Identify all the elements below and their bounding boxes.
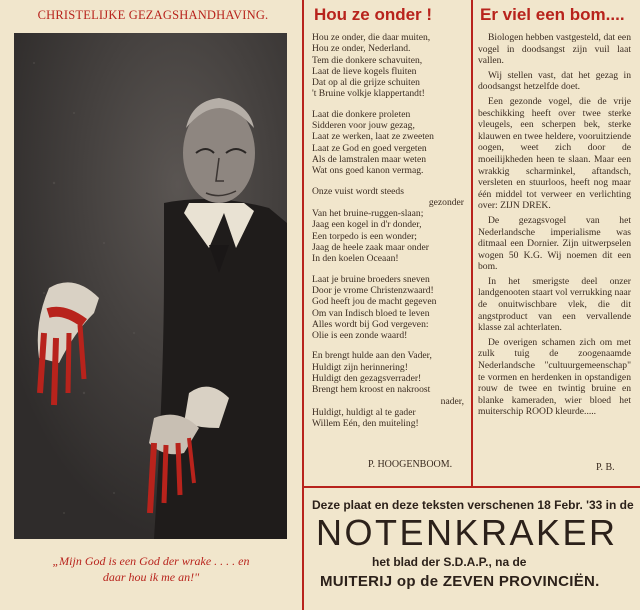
poem-line: Wat ons goed kanon vermag. <box>312 165 424 177</box>
article-paragraph: De gezagsvogel van het Nederlandsche imperialisme was ditmaal een Dornier. Zijn uitwerpselen wogen 50 K.G. Wij noemen dit een bom. <box>478 214 631 273</box>
poem-line: Willem Eén, den muiteling! <box>312 418 419 430</box>
poem-line: Door je vrome Christenzwaard! <box>312 284 434 296</box>
poem-line: Laat ze werken, laat ze zweeten <box>312 131 434 143</box>
poem-line: Jaag een kogel in d'r donder, <box>312 219 422 231</box>
illustration-caption-line2: daar hou ik me an!" <box>102 570 200 584</box>
poem-line: Hou ze onder, Nederland. <box>312 43 411 55</box>
poem-line: Onze vuist wordt steeds <box>312 185 404 197</box>
article-title: Er viel een bom.... <box>480 5 625 24</box>
footer-divider <box>302 486 640 488</box>
poem-stanza-gap <box>312 341 464 350</box>
poem-line: Huldigt, huldigt al te gader <box>312 406 416 418</box>
article-paragraph: Wij stellen vast, dat het gezag in doodsangst hetzelfde doet. <box>478 69 631 93</box>
article-paragraph: Biologen hebben vastgesteld, dat een vogel in doodsangst zijn vuil laat vallen. <box>478 32 631 67</box>
footer-note: Deze plaat en deze teksten verschenen 18 Febr. '33 in de <box>312 498 634 512</box>
poem-line: Laat de lieve kogels fluiten <box>312 65 417 77</box>
poem-line: Laat die donkere proleten <box>312 108 411 120</box>
illustration-caption-line1: „Mijn God is een God der wrake . . . . en <box>52 554 250 568</box>
poem-line: Alles wordt bij God vergeven: <box>312 318 429 330</box>
article-paragraph: In het smerigste deel onzer landgenooten staart vol verrukking naar de onuitwischbare vlek, die dit angstproduct van een vervallende klasse zal achterlaten. <box>478 275 631 334</box>
poem-line: Als de lamstralen maar weten <box>312 153 427 165</box>
masthead-notenkraker: NOTENKRAKER <box>316 512 618 553</box>
article-paragraph: De overigen schamen zich om met zulk tuig de zoogenaamde Nederlandsche "cultuurgemeenschap" te vormen en herdenken in opstandigen rouw de twee en twintig bruine en blanke kameraden, wier bloed het muiterschip ROOD kleurde..... <box>478 336 631 418</box>
poem-stanza-gap <box>312 265 464 274</box>
footer-mutiny-line: MUITERIJ op de ZEVEN PROVINCIËN. <box>320 573 600 590</box>
poem-line: Laat ze God en goed vergeten <box>312 142 427 154</box>
illustration-panel <box>14 33 287 539</box>
poem-line: Sidderen voor jouw gezag, <box>312 120 415 132</box>
article-paragraph: Een gezonde vogel, die de vrije beschikking heeft over twee sterke vleugels, een scherpen bek, sterke klauwen en twee heldere, vooruitziende oogen, weet zich door de moeilijkheden heen te slaan. Maar een wrakkig scharminkel, aftandsch, versleten en stuurloos, heeft nog maar één middel tot verweer en verlichting over: ZIJN DREK. <box>478 95 631 212</box>
poem-line: nader, <box>440 395 464 407</box>
poem-line: Tem die donkere schavuiten, <box>312 54 423 66</box>
caricature-illustration <box>14 33 287 539</box>
poem-line: Huldigt zijn herinnering! <box>312 361 408 373</box>
poem-line: Van het bruine-ruggen-slaan; <box>312 208 424 220</box>
poem-line: In den koelen Oceaan! <box>312 253 399 265</box>
poem-line: Brengt hem kroost en nakroost <box>312 384 431 396</box>
poem-line: gezonder <box>428 196 464 208</box>
poem-stanza-gap <box>312 100 464 109</box>
article-body <box>478 32 631 421</box>
poem-signature: P. HOOGENBOOM. <box>368 459 453 470</box>
footer-publisher: het blad der S.D.A.P., na de <box>372 555 527 569</box>
poem-stanza-gap <box>312 177 464 186</box>
poem-line: Dat op al die grijze schuiten <box>312 77 420 89</box>
poem-line: Hou ze onder, die daar muiten, <box>312 32 431 43</box>
poem-body <box>312 32 464 430</box>
column-divider-middle <box>471 0 473 486</box>
poem-line: Een torpedo is een wonder; <box>312 230 417 242</box>
poem-title: Hou ze onder ! <box>314 5 433 24</box>
illustration-title: CHRISTELIJKE GEZAGSHANDHAVING. <box>37 8 269 22</box>
poem-line: Jaag de heele zaak maar onder <box>312 242 429 254</box>
poem-line: Olie is een zonde waard! <box>312 330 408 342</box>
article-signature: P. B. <box>596 462 615 473</box>
poem-line: God heeft jou de macht gegeven <box>312 296 437 308</box>
poem-line: Laat je bruine broeders sneven <box>312 273 430 285</box>
poem-line: Om van Indisch bloed te leven <box>312 307 430 319</box>
poem-line: Huldigt den gezagsverrader! <box>312 373 422 385</box>
poem-line: En brengt hulde aan den Vader, <box>312 350 432 362</box>
poem-line: 't Bruine volkje klappertandt! <box>312 88 425 100</box>
column-divider-left <box>302 0 304 610</box>
